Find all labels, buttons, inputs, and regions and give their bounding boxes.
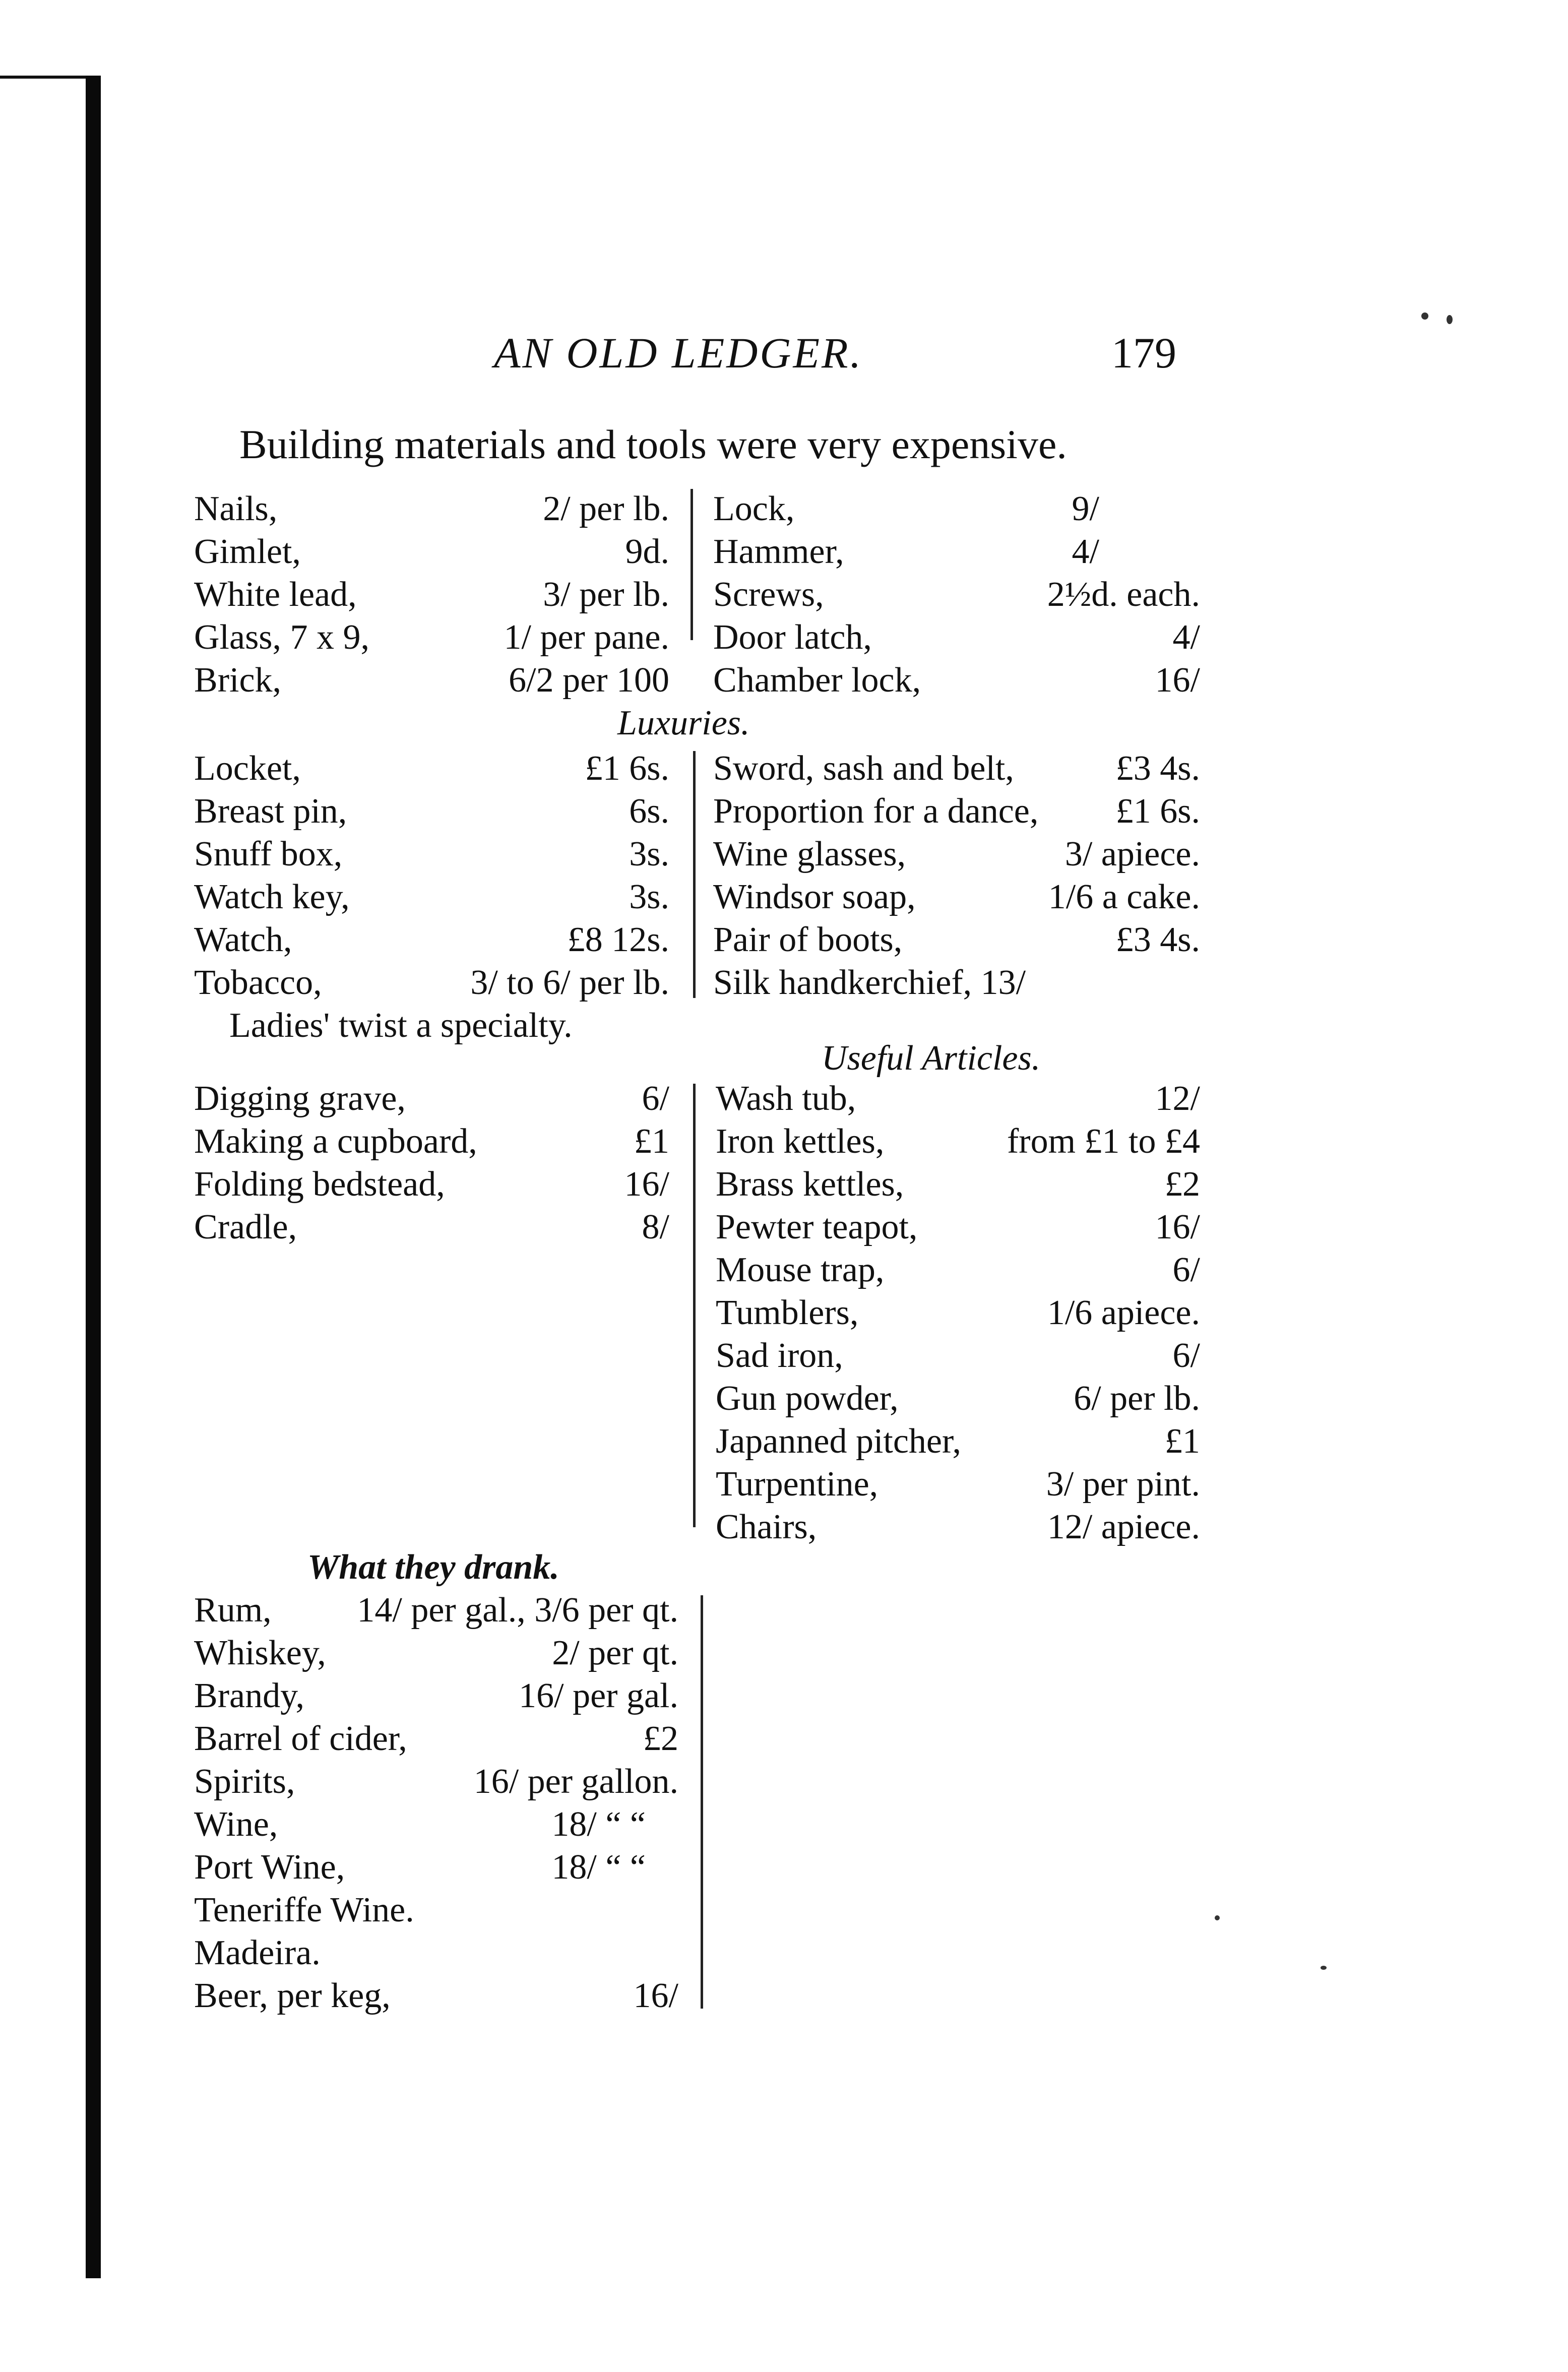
- list-item-price: 4/: [1172, 618, 1200, 657]
- list-item-price: 4/: [1072, 532, 1099, 571]
- list-item-price: 3s.: [629, 835, 669, 873]
- list-item-label: Wine,: [194, 1805, 278, 1844]
- list-item-price: £1: [1165, 1422, 1200, 1461]
- list-item-price: 9/: [1072, 489, 1099, 528]
- section-heading-useful: Useful Articles.: [822, 1039, 1041, 1078]
- list-item-price: 12/ apiece.: [1047, 1508, 1200, 1546]
- list-item-price: 12/: [1155, 1079, 1200, 1118]
- scan-speck: [1447, 315, 1453, 324]
- list-item-price: £3 4s.: [1115, 920, 1200, 959]
- list-item-price: 6/: [1172, 1251, 1200, 1289]
- column-divider: [693, 751, 696, 998]
- list-item-label: Silk handkerchief, 13/: [713, 963, 1026, 1002]
- list-item-label: Lock,: [713, 489, 795, 528]
- list-item-label: Breast pin,: [194, 792, 347, 831]
- list-item-price: 8/: [642, 1208, 669, 1246]
- list-item-label: Watch,: [194, 920, 292, 959]
- list-item-label: Chamber lock,: [713, 661, 921, 700]
- list-item-price: 18/ “ “: [551, 1805, 646, 1844]
- list-item-label: Whiskey,: [194, 1634, 326, 1672]
- list-item-price: 3/ apiece.: [1064, 835, 1200, 873]
- list-item-label: Wash tub,: [716, 1079, 856, 1118]
- list-item-price: 3/ per pint.: [1046, 1465, 1200, 1504]
- list-item-price: 6/: [642, 1079, 669, 1118]
- list-item-label: Mouse trap,: [716, 1251, 885, 1289]
- list-item-label: Teneriffe Wine.: [194, 1891, 414, 1929]
- list-item-label: Proportion for a dance,: [713, 792, 1039, 831]
- binding-shadow: [86, 76, 101, 2278]
- list-item-label: Gimlet,: [194, 532, 301, 571]
- list-item-price: 18/ “ “: [551, 1848, 646, 1887]
- scan-speck: [1321, 1966, 1327, 1970]
- list-item-label: Tumblers,: [716, 1293, 859, 1332]
- list-item-label: Cradle,: [194, 1208, 297, 1246]
- list-item-price: 14/ per gal., 3/6 per qt.: [357, 1591, 678, 1630]
- list-item-label: Pair of boots,: [713, 920, 903, 959]
- list-item-label: Brandy,: [194, 1676, 305, 1715]
- list-item-price: from £1 to £4: [1007, 1122, 1200, 1161]
- intro-sentence: Building materials and tools were very expensive.: [239, 421, 1067, 467]
- list-item-label: Port Wine,: [194, 1848, 345, 1887]
- list-item-label: Spirits,: [194, 1762, 295, 1801]
- list-item-price: £1 6s.: [1115, 792, 1200, 831]
- list-item-label: Beer, per keg,: [194, 1976, 391, 2015]
- list-item-price: 1/6 a cake.: [1048, 878, 1200, 916]
- list-item-price: £1: [634, 1122, 669, 1161]
- list-item-price: £2: [643, 1719, 678, 1758]
- list-item-label: Japanned pitcher,: [716, 1422, 961, 1461]
- list-item-label: Brick,: [194, 661, 282, 700]
- list-item-price: 16/ per gal.: [519, 1676, 678, 1715]
- list-item-label: Making a cupboard,: [194, 1122, 477, 1161]
- list-item-price: 6/: [1172, 1336, 1200, 1375]
- list-item-price: 16/ per gallon.: [473, 1762, 678, 1801]
- list-item-label: Chairs,: [716, 1508, 817, 1546]
- list-item-label: Screws,: [713, 575, 824, 614]
- list-item-label: Barrel of cider,: [194, 1719, 407, 1758]
- list-item-label: Gun powder,: [716, 1379, 899, 1418]
- list-item-label: Wine glasses,: [713, 835, 906, 873]
- list-item-price: 3/ to 6/ per lb.: [470, 963, 669, 1002]
- list-item-price: £3 4s.: [1115, 749, 1200, 788]
- scan-speck: [1215, 1915, 1220, 1920]
- list-item-label: Nails,: [194, 489, 278, 528]
- list-item-label: Turpentine,: [716, 1465, 879, 1504]
- column-divider: [693, 1084, 696, 1527]
- list-item-label: Hammer,: [713, 532, 844, 571]
- list-item-label: White lead,: [194, 575, 357, 614]
- list-item-label: Folding bedstead,: [194, 1165, 445, 1204]
- list-item-price: 16/: [1155, 1208, 1200, 1246]
- list-item-price: 16/: [633, 1976, 678, 2015]
- page-number: 179: [1111, 329, 1176, 377]
- list-item-price: 3s.: [629, 878, 669, 916]
- list-item-price: 16/: [624, 1165, 669, 1204]
- list-item-price: 2/ per qt.: [552, 1634, 678, 1672]
- list-item-label: Madeira.: [194, 1933, 321, 1972]
- list-item-label: Brass kettles,: [716, 1165, 904, 1204]
- list-item-label: Digging grave,: [194, 1079, 406, 1118]
- list-item-price: 6/2 per 100: [509, 661, 669, 700]
- tobacco-note: Ladies' twist a specialty.: [229, 1006, 573, 1045]
- list-item-label: Sword, sash and belt,: [713, 749, 1014, 788]
- list-item-price: 6/ per lb.: [1074, 1379, 1200, 1418]
- list-item-price: 2/ per lb.: [543, 489, 669, 528]
- scan-speck: [1421, 313, 1428, 320]
- list-item-label: Rum,: [194, 1591, 272, 1630]
- list-item-price: 6s.: [629, 792, 669, 831]
- section-heading-luxuries: Luxuries.: [617, 704, 750, 742]
- list-item-label: Door latch,: [713, 618, 872, 657]
- column-divider: [701, 1595, 703, 2009]
- column-divider: [691, 489, 693, 640]
- list-item-price: 2½d. each.: [1047, 575, 1200, 614]
- list-item-price: £1 6s.: [585, 749, 669, 788]
- running-header: AN OLD LEDGER.: [494, 329, 863, 377]
- list-item-label: Iron kettles,: [716, 1122, 885, 1161]
- list-item-price: 16/: [1155, 661, 1200, 700]
- list-item-label: Tobacco,: [194, 963, 322, 1002]
- list-item-price: £2: [1165, 1165, 1200, 1204]
- list-item-price: 3/ per lb.: [543, 575, 669, 614]
- list-item-label: Snuff box,: [194, 835, 343, 873]
- list-item-label: Windsor soap,: [713, 878, 916, 916]
- list-item-price: 1/ per pane.: [504, 618, 669, 657]
- list-item-label: Pewter teapot,: [716, 1208, 918, 1246]
- list-item-label: Glass, 7 x 9,: [194, 618, 370, 657]
- list-item-label: Locket,: [194, 749, 301, 788]
- list-item-label: Watch key,: [194, 878, 350, 916]
- list-item-price: £8 12s.: [567, 920, 669, 959]
- list-item-label: Sad iron,: [716, 1336, 843, 1375]
- list-item-price: 1/6 apiece.: [1047, 1293, 1200, 1332]
- list-item-price: 9d.: [625, 532, 669, 571]
- section-heading-drinks: What they drank.: [307, 1548, 559, 1587]
